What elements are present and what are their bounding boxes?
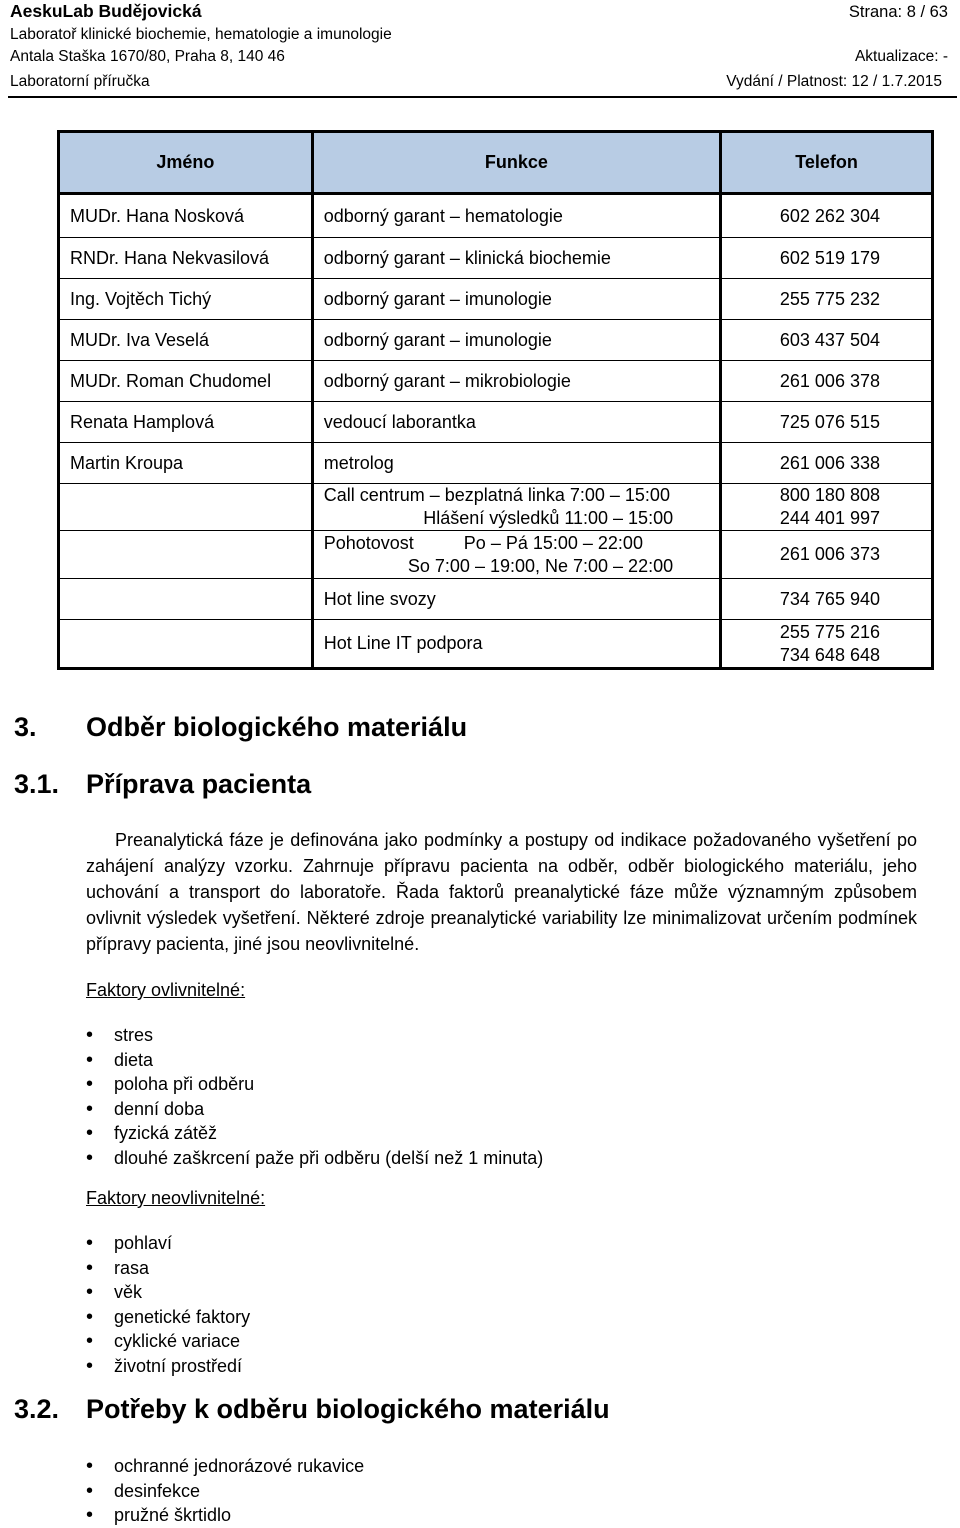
issue-info: Vydání / Platnost: 12 / 1.7.2015: [726, 73, 942, 90]
it-phone-1: 255 775 216: [779, 621, 880, 642]
contact-table: [57, 130, 934, 670]
section-title: Odběr biologického materiálu: [86, 712, 468, 742]
section-number: 3.1.: [14, 769, 60, 799]
cell-function: vedoucí laborantka: [312, 402, 720, 443]
table-row: [59, 361, 933, 402]
cell-phone: 602 262 304: [721, 194, 933, 238]
cell-function: odborný garant – imunologie: [312, 279, 720, 320]
cell-function: odborný garant – imunologie: [312, 320, 720, 361]
cell-phone: 725 076 515: [721, 402, 933, 443]
cell-phone: 261 006 378: [721, 361, 933, 402]
cell-name: MUDr. Iva Veselá: [59, 320, 313, 361]
list-item: • denní doba: [86, 1097, 543, 1122]
cell-hotline-svozy: Hot line svozy: [312, 579, 720, 620]
cell-phone: 603 437 504: [721, 320, 933, 361]
table-row: [59, 238, 933, 279]
company-name: AeskuLab Budějovická: [10, 1, 202, 21]
cell-phone: 602 519 179: [721, 238, 933, 279]
noninfluenceable-list: [86, 1231, 250, 1378]
call-center-line: Call centrum – bezplatná linka 7:00 – 15:00: [323, 485, 670, 505]
table-header-row: [59, 132, 933, 194]
cell-hotline-it: Hot Line IT podpora: [312, 620, 720, 669]
cell-function: odborný garant – mikrobiologie: [312, 361, 720, 402]
emergency-weekend-line: So 7:00 – 19:00, Ne 7:00 – 22:00: [407, 555, 674, 576]
table-row: [59, 443, 933, 484]
list-item: • rasa: [86, 1256, 250, 1281]
results-phone: 244 401 997: [779, 508, 880, 528]
cell-name: MUDr. Roman Chudomel: [59, 361, 313, 402]
section-number: 3.: [14, 712, 37, 742]
section-3-2-heading: [14, 1394, 610, 1425]
table-row: [59, 320, 933, 361]
table-row: [59, 402, 933, 443]
cell-phone: 261 006 373: [721, 531, 933, 579]
cell-empty: [59, 579, 313, 620]
cell-phone: 734 765 940: [721, 579, 933, 620]
column-header-phone: Telefon: [721, 132, 933, 194]
table-row-hotline-it: [59, 620, 933, 669]
list-item: • ochranné jednorázové rukavice: [86, 1454, 364, 1479]
list-item: • životní prostředí: [86, 1354, 250, 1379]
cell-name: RNDr. Hana Nekvasilová: [59, 238, 313, 279]
list-item: • desinfekce: [86, 1479, 364, 1504]
cell-call-center: [312, 484, 720, 531]
list-item: • pružné škrtidlo: [86, 1503, 364, 1528]
lab-address: Antala Staška 1670/80, Praha 8, 140 46: [10, 48, 285, 65]
table-row-emergency: [59, 531, 933, 579]
influenceable-list: [86, 1023, 543, 1170]
supplies-list: [86, 1454, 364, 1528]
emergency-line: Pohotovost Po – Pá 15:00 – 22:00: [323, 532, 643, 553]
influenceable-heading: Faktory ovlivnitelné:: [86, 980, 246, 1000]
cell-emergency: [312, 531, 720, 579]
cell-empty: [59, 531, 313, 579]
cell-function: odborný garant – hematologie: [312, 194, 720, 238]
cell-phone: 255 775 232: [721, 279, 933, 320]
table-row-call-center: [59, 484, 933, 531]
it-phone-2: 734 648 648: [779, 644, 880, 665]
section-3-1-heading: [14, 769, 311, 800]
cell-empty: [59, 620, 313, 669]
cell-function: metrolog: [312, 443, 720, 484]
table-row: [59, 279, 933, 320]
lab-name: Laboratoř klinické biochemie, hematologie a imunologie: [10, 26, 392, 43]
cell-phone: 261 006 338: [721, 443, 933, 484]
cell-phone: [721, 484, 933, 531]
page-number: Strana: 8 / 63: [848, 3, 948, 21]
cell-name: Martin Kroupa: [59, 443, 313, 484]
cell-phone: [721, 620, 933, 669]
header-divider: [8, 96, 957, 98]
column-header-function: Funkce: [312, 132, 720, 194]
list-item: • genetické faktory: [86, 1305, 250, 1330]
cell-name: Ing. Vojtěch Tichý: [59, 279, 313, 320]
cell-name: MUDr. Hana Nosková: [59, 194, 313, 238]
cell-name: Renata Hamplová: [59, 402, 313, 443]
section-3-heading: [14, 712, 467, 743]
cell-function: odborný garant – klinická biochemie: [312, 238, 720, 279]
list-item: • fyzická zátěž: [86, 1121, 543, 1146]
list-item: • věk: [86, 1280, 250, 1305]
section-number: 3.2.: [14, 1394, 60, 1424]
cell-empty: [59, 484, 313, 531]
table-row: [59, 194, 933, 238]
update-info: Aktualizace: -: [854, 48, 948, 65]
handbook-title: Laboratorní příručka: [10, 73, 150, 90]
list-item: • dieta: [86, 1048, 543, 1073]
table-row-hotline-svozy: [59, 579, 933, 620]
list-item: • stres: [86, 1023, 543, 1048]
list-item: • pohlaví: [86, 1231, 250, 1256]
section-title: Potřeby k odběru biologického materiálu: [86, 1394, 610, 1424]
section-title: Příprava pacienta: [86, 769, 312, 799]
list-item: • cyklické variace: [86, 1329, 250, 1354]
list-item: • dlouhé zaškrcení paže při odběru (delší než 1 minuta): [86, 1146, 543, 1171]
results-line: Hlášení výsledků 11:00 – 15:00: [423, 508, 674, 528]
preanalytic-paragraph: Preanalytická fáze je definována jako podmínky a postupy od indikace požadovaného vyšetření po zahájení analýzy vzorku. Zahrnuje přípravu pacienta na odběr, odběr biologického materiálu, jeho uchování a transport do laboratoře. Řada faktorů preanalytické fáze může významným způsobem ovlivnit výsledek vyšetření. Některé zdroje preanalytické variability lze minimalizovat určením podmínek přípravy pacienta, jiné jsou neovlivnitelné.: [86, 830, 917, 954]
column-header-name: Jméno: [59, 132, 313, 194]
call-center-phone: 800 180 808: [779, 485, 880, 505]
list-item: • poloha při odběru: [86, 1072, 543, 1097]
noninfluenceable-heading: Faktory neovlivnitelné:: [86, 1188, 266, 1208]
